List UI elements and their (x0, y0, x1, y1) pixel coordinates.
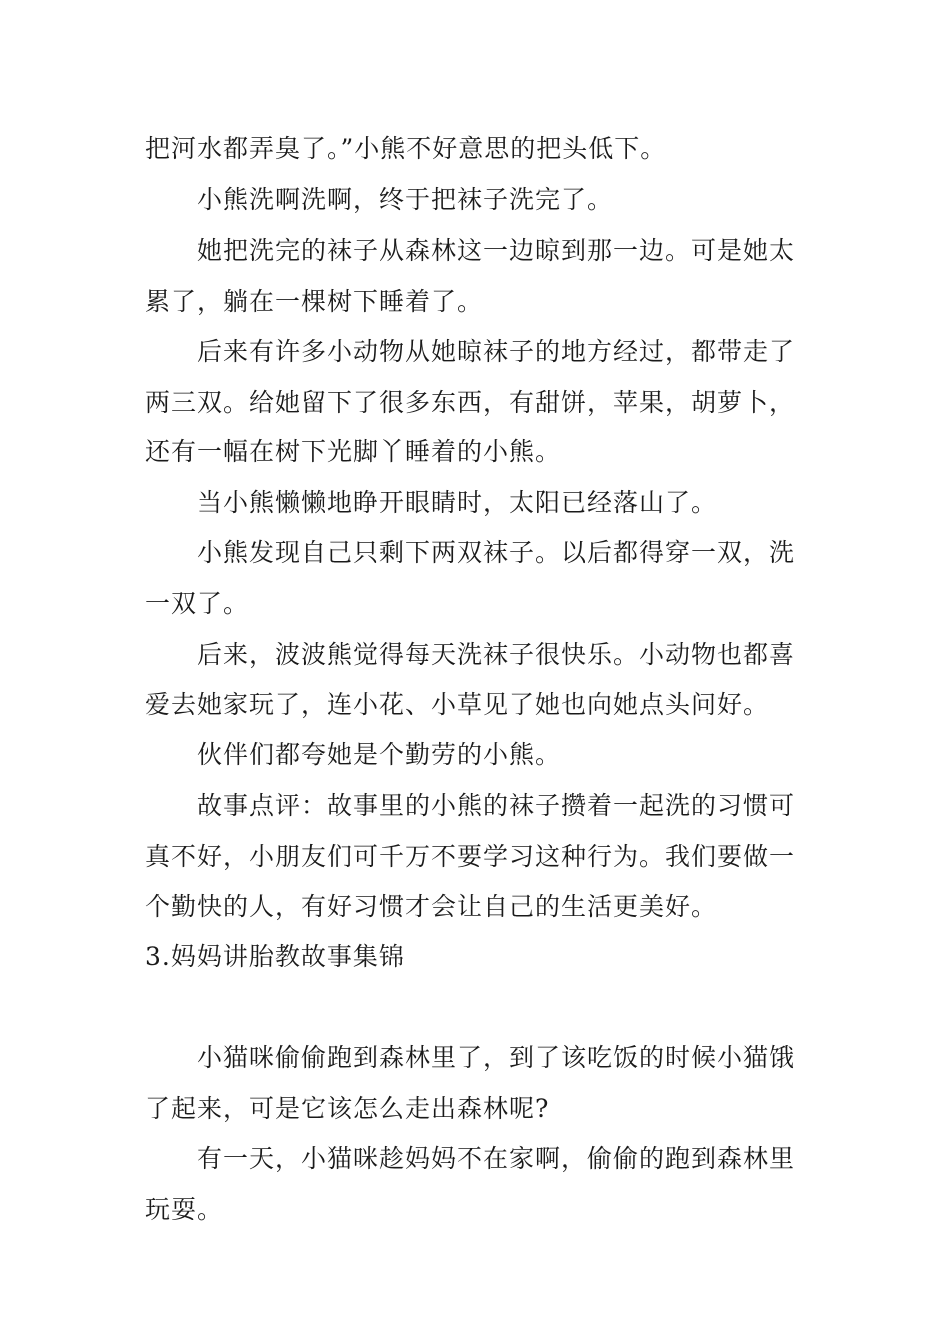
text-line: 后来有许多小动物从她晾袜子的地方经过，都带走了 (197, 337, 796, 366)
text-line: 有一天，小猫咪趁妈妈不在家啊，偷偷的跑到森林里 (197, 1144, 796, 1173)
text-line: 后来，波波熊觉得每天洗袜子很快乐。小动物也都喜 (197, 640, 796, 669)
text-line: 真不好，小朋友们可千万不要学习这种行为。我们要做一 (145, 842, 796, 871)
text-line: 两三双。给她留下了很多东西，有甜饼，苹果，胡萝卜， (145, 388, 796, 417)
section-heading: 3.妈妈讲胎教故事集锦 (145, 942, 405, 971)
text-line: 了起来，可是它该怎么走出森林呢? (145, 1094, 550, 1123)
text-line: 当小熊懒懒地睁开眼睛时，太阳已经落山了。 (197, 488, 718, 517)
text-line: 小猫咪偷偷跑到森林里了，到了该吃饭的时候小猫饿 (197, 1043, 796, 1072)
text-line: 一双了。 (145, 589, 250, 618)
text-line: 伙伴们都夸她是个勤劳的小熊。 (197, 740, 562, 769)
text-line: 累了，躺在一棵树下睡着了。 (145, 287, 484, 316)
text-line: 还有一幅在树下光脚丫睡着的小熊。 (145, 437, 562, 466)
text-line: 玩耍。 (145, 1195, 224, 1224)
text-line: 把河水都弄臭了。”小熊不好意思的把头低下。 (145, 134, 667, 163)
text-line: 小熊洗啊洗啊，终于把袜子洗完了。 (197, 185, 614, 214)
text-line: 个勤快的人，有好习惯才会让自己的生活更美好。 (145, 892, 718, 921)
text-line: 爱去她家玩了，连小花、小草见了她也向她点头问好。 (145, 690, 770, 719)
text-line: 小熊发现自己只剩下两双袜子。以后都得穿一双，洗 (197, 538, 796, 567)
text-line: 她把洗完的袜子从森林这一边晾到那一边。可是她太 (197, 236, 796, 265)
text-line: 故事点评：故事里的小熊的袜子攒着一起洗的习惯可 (197, 791, 796, 820)
